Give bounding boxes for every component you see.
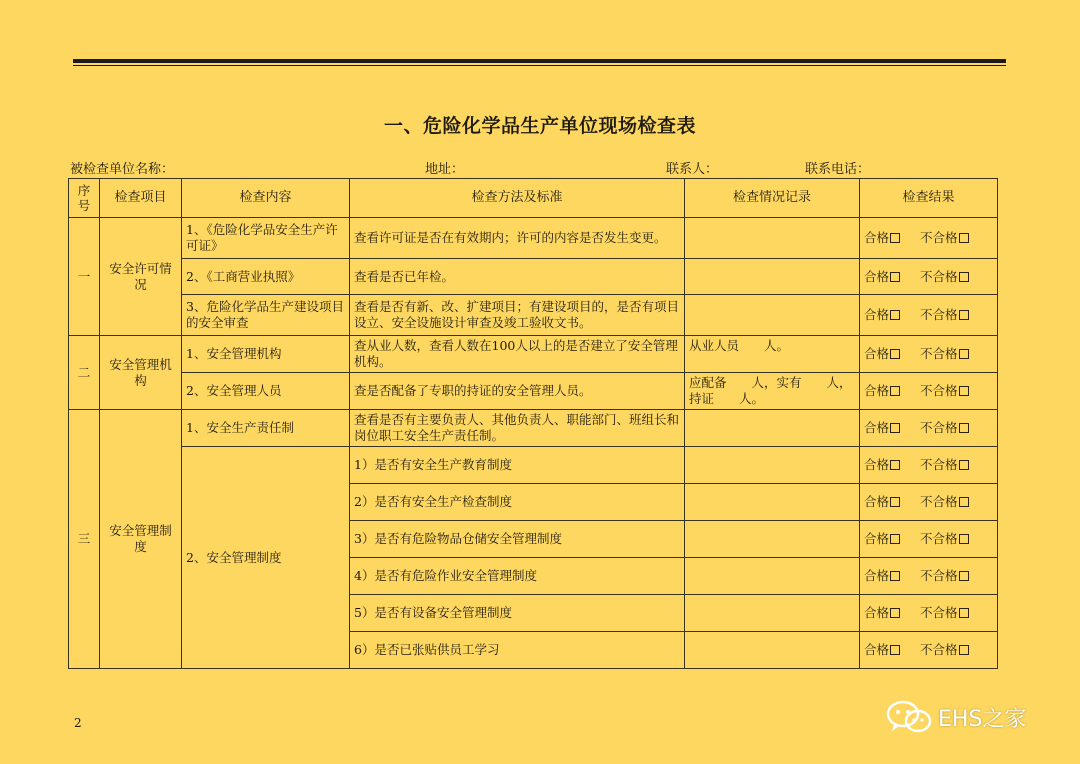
pass-option-checkbox[interactable] (890, 497, 900, 507)
group-seq: 二 (69, 336, 100, 410)
inspected-unit-label: 被检查单位名称： (70, 162, 175, 177)
fail-option[interactable] (920, 605, 969, 620)
pass-option[interactable] (864, 230, 900, 245)
pass-option-label: 合格 (864, 383, 890, 398)
check-record[interactable] (685, 295, 860, 336)
check-record[interactable] (685, 558, 860, 595)
pass-option-label: 合格 (864, 268, 890, 284)
fail-option-checkbox[interactable] (959, 310, 969, 320)
table-row (69, 410, 998, 447)
pass-option-label: 合格 (864, 230, 890, 245)
header-result: 检查结果 (860, 179, 998, 218)
header-rule-thin (73, 65, 1006, 66)
pass-option[interactable] (864, 307, 900, 322)
pass-option[interactable] (864, 383, 900, 398)
pass-option-checkbox[interactable] (890, 608, 900, 618)
check-content: 1、安全管理机构 (182, 336, 350, 373)
check-record[interactable] (685, 595, 860, 632)
check-method: 6）是否已张贴供员工学习 (350, 632, 685, 669)
fail-option[interactable] (920, 307, 969, 322)
check-record[interactable]: 应配备 人，实有 人，持证 人。 (685, 373, 860, 410)
document-title: 一、危险化学品生产单位现场检查表 (383, 115, 696, 137)
header-record: 检查情况记录 (685, 179, 860, 218)
fail-option[interactable] (920, 420, 969, 435)
fail-option[interactable] (920, 383, 969, 398)
check-result[interactable] (860, 295, 998, 336)
pass-option-label: 合格 (864, 568, 890, 583)
header-content: 检查内容 (182, 179, 350, 218)
pass-option-label: 合格 (864, 494, 890, 509)
check-result[interactable] (860, 259, 998, 295)
check-method: 5）是否有设备安全管理制度 (350, 595, 685, 632)
fail-option-checkbox[interactable] (959, 423, 969, 433)
fail-option-label: 不合格 (920, 307, 958, 322)
fail-option[interactable] (920, 642, 969, 657)
group-seq: 一 (69, 218, 100, 336)
pass-option-checkbox[interactable] (890, 310, 900, 320)
check-content: 2、《工商营业执照》 (182, 259, 350, 295)
fail-option-label: 不合格 (920, 457, 958, 472)
watermark (886, 700, 1026, 734)
pass-option-label: 合格 (864, 531, 890, 546)
pass-option-label: 合格 (864, 642, 890, 657)
pass-option[interactable] (864, 420, 900, 435)
fail-option-checkbox[interactable] (959, 645, 969, 655)
pass-option[interactable] (864, 269, 900, 284)
pass-option-checkbox[interactable] (890, 571, 900, 581)
check-method: 1）是否有安全生产教育制度 (350, 447, 685, 484)
group-item: 安全管理制度 (100, 410, 182, 669)
pass-option[interactable] (864, 568, 900, 583)
pass-option-checkbox[interactable] (890, 460, 900, 470)
contact-phone-label: 联系电话： (805, 162, 871, 177)
fail-option[interactable] (920, 457, 969, 472)
pass-option-checkbox[interactable] (890, 386, 900, 396)
check-result[interactable] (860, 521, 998, 558)
check-record[interactable] (685, 259, 860, 295)
check-method: 查看是否有新、改、扩建项目；有建设项目的，是否有项目设立、安全设施设计审查及竣工验收文书。 (350, 295, 685, 336)
pass-option-checkbox[interactable] (890, 423, 900, 433)
fail-option-checkbox[interactable] (959, 349, 969, 359)
header-item: 检查项目 (100, 179, 182, 218)
pass-option[interactable] (864, 605, 900, 620)
table-row (69, 336, 998, 373)
fail-option-checkbox[interactable] (959, 233, 969, 243)
fail-option[interactable] (920, 269, 969, 284)
fail-option[interactable] (920, 346, 969, 361)
group-item: 安全管理机构 (100, 336, 182, 410)
fail-option-checkbox[interactable] (959, 386, 969, 396)
watermark-text: EHS之家 (938, 706, 1027, 732)
fail-option-label: 不合格 (920, 420, 958, 435)
check-content: 1、《危险化学品安全生产许可证》 (182, 218, 350, 259)
check-content: 1、安全生产责任制 (182, 410, 350, 447)
contact-person-label: 联系人： (666, 162, 719, 177)
fail-option[interactable] (920, 568, 969, 583)
pass-option-checkbox[interactable] (890, 645, 900, 655)
check-record[interactable] (685, 447, 860, 484)
check-result[interactable] (860, 410, 998, 447)
check-result[interactable] (860, 218, 998, 259)
fail-option-checkbox[interactable] (959, 608, 969, 618)
header-rule-thick (73, 59, 1006, 63)
page-number: 2 (74, 716, 82, 730)
fail-option-label: 不合格 (920, 268, 958, 284)
check-content: 2、安全管理制度 (182, 447, 350, 669)
fail-option-label: 不合格 (920, 568, 958, 583)
table-row (69, 295, 998, 336)
pass-option[interactable] (864, 531, 900, 546)
group-seq: 三 (69, 410, 100, 669)
check-record[interactable] (685, 484, 860, 521)
pass-option-label: 合格 (864, 307, 890, 322)
pass-option-label: 合格 (864, 420, 890, 435)
pass-option[interactable] (864, 457, 900, 472)
check-method: 查是否配备了专职的持证的安全管理人员。 (350, 373, 685, 410)
header-seq: 序号 (69, 179, 100, 218)
check-result[interactable] (860, 632, 998, 669)
check-result[interactable] (860, 558, 998, 595)
pass-option-label: 合格 (864, 457, 890, 472)
table-row (69, 447, 998, 484)
header-method: 检查方法及标准 (350, 179, 685, 218)
table-header-row (69, 179, 998, 218)
pass-option-checkbox[interactable] (890, 272, 900, 282)
fail-option-label: 不合格 (920, 383, 958, 398)
check-method: 3）是否有危险物品仓储安全管理制度 (350, 521, 685, 558)
fail-option-label: 不合格 (920, 531, 958, 546)
check-method: 查看是否有主要负责人、其他负责人、职能部门、班组长和岗位职工安全生产责任制。 (350, 410, 685, 447)
check-result[interactable] (860, 373, 998, 410)
fail-option[interactable] (920, 531, 969, 546)
fail-option-checkbox[interactable] (959, 571, 969, 581)
pass-option-checkbox[interactable] (890, 233, 900, 243)
pass-option[interactable] (864, 346, 900, 361)
check-result[interactable] (860, 595, 998, 632)
wechat-icon (886, 700, 932, 734)
table-row (69, 259, 998, 295)
fail-option-checkbox[interactable] (959, 497, 969, 507)
fail-option-checkbox[interactable] (959, 534, 969, 544)
pass-option-checkbox[interactable] (890, 349, 900, 359)
fail-option-checkbox[interactable] (959, 460, 969, 470)
fail-option-label: 不合格 (920, 642, 958, 657)
fail-option-label: 不合格 (920, 605, 958, 620)
check-record[interactable] (685, 521, 860, 558)
check-content: 3、危险化学品生产建设项目的安全审查 (182, 295, 350, 336)
pass-option-checkbox[interactable] (890, 534, 900, 544)
inspection-table (68, 178, 998, 669)
check-result[interactable] (860, 447, 998, 484)
check-record[interactable] (685, 632, 860, 669)
check-method: 查从业人数，查看人数在100人以上的是否建立了安全管理机构。 (350, 336, 685, 373)
address-label: 地址： (425, 162, 465, 177)
pass-option[interactable] (864, 642, 900, 657)
fail-option[interactable] (920, 494, 969, 509)
fail-option-label: 不合格 (920, 346, 958, 361)
pass-option-label: 合格 (864, 605, 890, 620)
check-record[interactable] (685, 218, 860, 259)
check-result[interactable] (860, 484, 998, 521)
fail-option-label: 不合格 (920, 494, 958, 509)
check-method: 查看是否已年检。 (350, 259, 685, 295)
table-row (69, 373, 998, 410)
check-method: 4）是否有危险作业安全管理制度 (350, 558, 685, 595)
fail-option[interactable] (920, 230, 969, 245)
check-method: 查看许可证是否在有效期内；许可的内容是否发生变更。 (350, 218, 685, 259)
check-result[interactable] (860, 336, 998, 373)
pass-option-label: 合格 (864, 346, 890, 361)
table-row (69, 218, 998, 259)
fail-option-checkbox[interactable] (959, 272, 969, 282)
check-method: 2）是否有安全生产检查制度 (350, 484, 685, 521)
fail-option-label: 不合格 (920, 230, 958, 245)
check-content: 2、安全管理人员 (182, 373, 350, 410)
check-record[interactable]: 从业人员 人。 (685, 336, 860, 373)
check-record[interactable] (685, 410, 860, 447)
pass-option[interactable] (864, 494, 900, 509)
group-item: 安全许可情况 (100, 218, 182, 336)
